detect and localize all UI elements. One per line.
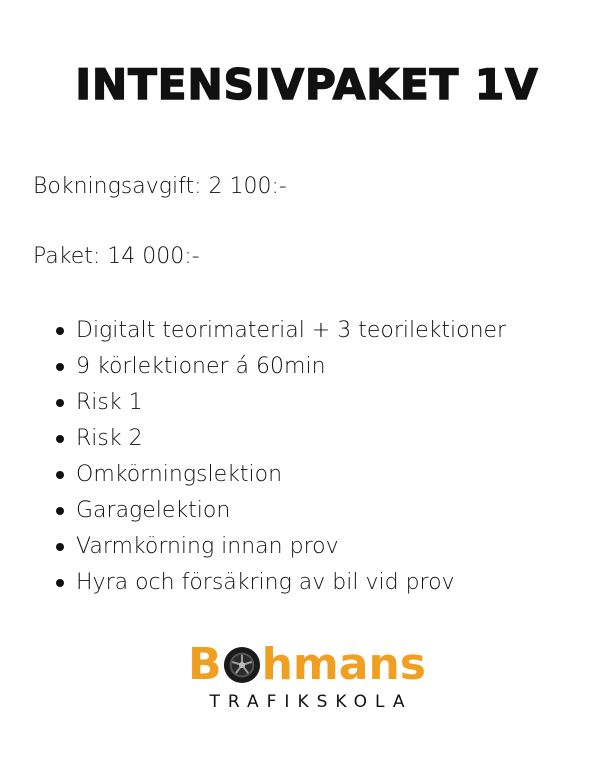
logo-text-suffix: hmans (261, 639, 426, 690)
list-item-text: Omkörningslektion (76, 462, 283, 487)
list-item-text: 9 körlektioner á 60min (76, 354, 326, 379)
bullet-icon (56, 543, 64, 551)
booking-fee: Bokningsavgift: 2 100:- (33, 174, 287, 199)
list-item (56, 565, 506, 601)
list-item-text: Garagelektion (76, 498, 231, 523)
bullet-icon (56, 471, 64, 479)
bullet-icon (56, 579, 64, 587)
bullet-icon (56, 435, 64, 443)
list-item-text: Risk 1 (76, 390, 143, 415)
list-item-text: Risk 2 (76, 426, 143, 451)
bullet-icon (56, 507, 64, 515)
bullet-icon (56, 399, 64, 407)
bullet-icon (56, 363, 64, 371)
logo-wordmark (188, 640, 426, 690)
list-item (56, 529, 506, 565)
list-item (56, 385, 506, 421)
list-item (56, 313, 506, 349)
list-item-text: Hyra och försäkring av bil vid prov (76, 570, 455, 595)
package-price: Paket: 14 000:- (33, 244, 200, 269)
list-item-text: Varmkörning innan prov (76, 534, 339, 559)
page-title: INTENSIVPAKET 1V (75, 60, 539, 109)
package-contents-list (56, 313, 506, 601)
list-item (56, 421, 506, 457)
list-item (56, 349, 506, 385)
list-item (56, 493, 506, 529)
bullet-icon (56, 327, 64, 335)
list-item (56, 457, 506, 493)
brand-logo (0, 640, 614, 712)
logo-text-prefix: B (188, 639, 222, 690)
wheel-icon (223, 646, 261, 684)
list-item-text: Digitalt teorimaterial + 3 teorilektioner (76, 318, 507, 343)
logo-subtitle: TRAFIKSKOLA (209, 692, 413, 712)
